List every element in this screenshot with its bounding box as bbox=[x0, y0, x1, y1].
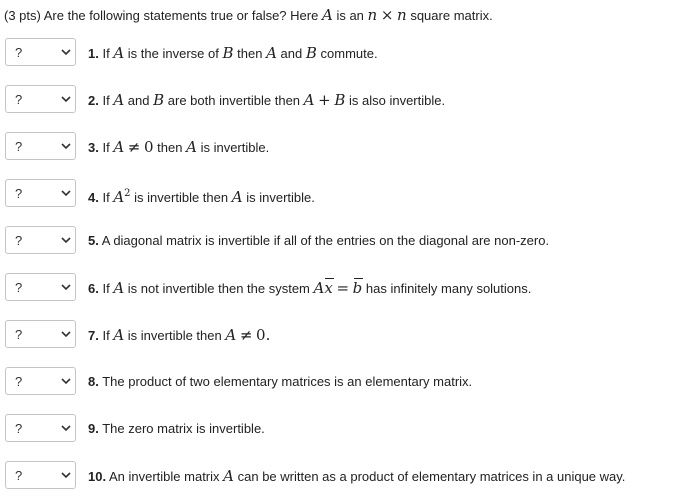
statement-number: 8. bbox=[88, 374, 99, 389]
text: An invertible matrix bbox=[108, 469, 220, 484]
text: The product of two elementary matrices is an elementary matrix. bbox=[102, 374, 473, 389]
math-A: A bbox=[321, 6, 333, 24]
math-A: A bbox=[266, 44, 277, 62]
statement-text-7 bbox=[88, 324, 270, 346]
math-not-equal: ≠ bbox=[127, 138, 141, 156]
math-times: × bbox=[380, 6, 394, 24]
dropdown-value: ? bbox=[15, 421, 23, 436]
statement-number: 5. bbox=[88, 233, 99, 248]
text: is invertible then bbox=[127, 328, 222, 343]
statement-row-6 bbox=[0, 273, 676, 307]
answer-dropdown-3[interactable] bbox=[5, 132, 76, 160]
text: If bbox=[102, 46, 110, 61]
math-B: B bbox=[305, 44, 317, 62]
points-label: (3 pts) bbox=[4, 8, 41, 23]
statement-number: 9. bbox=[88, 421, 99, 436]
dropdown-value: ? bbox=[15, 374, 23, 389]
statement-text-8 bbox=[88, 371, 472, 393]
statement-row-10 bbox=[0, 461, 676, 495]
text: If bbox=[102, 328, 110, 343]
math-B: B bbox=[222, 44, 234, 62]
math-A: A bbox=[113, 138, 125, 156]
math-A: A bbox=[231, 188, 243, 206]
math-vector-x: x bbox=[324, 279, 333, 297]
text: is the inverse of bbox=[127, 46, 219, 61]
text: commute. bbox=[320, 46, 378, 61]
statement-row-3 bbox=[0, 132, 676, 166]
text: then bbox=[237, 46, 263, 61]
statement-text-1 bbox=[88, 42, 378, 64]
text: and bbox=[280, 46, 303, 61]
math-A: A bbox=[113, 188, 125, 206]
text: is not invertible then the system bbox=[127, 281, 310, 296]
answer-dropdown-9[interactable] bbox=[5, 414, 76, 442]
chevron-down-icon bbox=[61, 283, 71, 291]
statement-text-5 bbox=[88, 230, 549, 252]
statement-number: 7. bbox=[88, 328, 99, 343]
dropdown-value: ? bbox=[15, 45, 23, 60]
statement-number: 4. bbox=[88, 190, 99, 205]
dropdown-value: ? bbox=[15, 280, 23, 295]
text: is invertible then bbox=[134, 190, 229, 205]
statement-number: 2. bbox=[88, 93, 99, 108]
answer-dropdown-5[interactable] bbox=[5, 226, 76, 254]
math-B: B bbox=[334, 91, 346, 109]
answer-dropdown-1[interactable] bbox=[5, 38, 76, 66]
text: has infinitely many solutions. bbox=[365, 281, 532, 296]
math-n: n bbox=[397, 6, 407, 24]
text: If bbox=[102, 93, 110, 108]
math-exponent: 2 bbox=[124, 188, 131, 199]
header-text: Are the following statements true or false? Here bbox=[43, 8, 319, 23]
text: If bbox=[102, 190, 110, 205]
answer-dropdown-10[interactable] bbox=[5, 461, 76, 489]
statement-text-3 bbox=[88, 136, 269, 158]
chevron-down-icon bbox=[61, 330, 71, 338]
statement-text-4 bbox=[88, 183, 315, 205]
dropdown-value: ? bbox=[15, 327, 23, 342]
math-A: A bbox=[313, 279, 325, 297]
text: can be written as a product of elementary matrices in a unique way. bbox=[237, 469, 626, 484]
answer-dropdown-6[interactable] bbox=[5, 273, 76, 301]
dropdown-value: ? bbox=[15, 92, 23, 107]
math-A: A bbox=[113, 44, 125, 62]
chevron-down-icon bbox=[61, 471, 71, 479]
dropdown-value: ? bbox=[15, 186, 23, 201]
math-A: A bbox=[225, 326, 237, 344]
statement-number: 3. bbox=[88, 140, 99, 155]
text: is also invertible. bbox=[349, 93, 446, 108]
answer-dropdown-7[interactable] bbox=[5, 320, 76, 348]
math-n: n bbox=[367, 6, 378, 24]
math-plus: + bbox=[318, 91, 331, 109]
chevron-down-icon bbox=[61, 48, 71, 56]
text: The zero matrix is invertible. bbox=[102, 421, 265, 436]
math-A: A bbox=[223, 467, 234, 485]
text: then bbox=[157, 140, 183, 155]
header-text: square matrix. bbox=[410, 8, 493, 23]
statement-number: 10. bbox=[88, 469, 107, 484]
chevron-down-icon bbox=[61, 95, 71, 103]
text: and bbox=[127, 93, 150, 108]
math-zero: 0 bbox=[144, 138, 154, 156]
statement-row-1 bbox=[0, 38, 676, 72]
statement-row-9 bbox=[0, 414, 676, 448]
statement-row-7 bbox=[0, 320, 676, 354]
text: If bbox=[102, 140, 110, 155]
math-not-equal: ≠ bbox=[239, 326, 253, 344]
chevron-down-icon bbox=[61, 377, 71, 385]
statement-row-2 bbox=[0, 85, 676, 119]
statement-row-4 bbox=[0, 179, 676, 213]
answer-dropdown-2[interactable] bbox=[5, 85, 76, 113]
math-A: A bbox=[113, 326, 125, 344]
answer-dropdown-8[interactable] bbox=[5, 367, 76, 395]
question-header bbox=[4, 6, 493, 24]
math-A: A bbox=[186, 138, 197, 156]
chevron-down-icon bbox=[61, 189, 71, 197]
statement-text-2 bbox=[88, 89, 445, 111]
statement-number: 1. bbox=[88, 46, 99, 61]
text: If bbox=[102, 281, 110, 296]
text: A diagonal matrix is invertible if all of the entries on the diagonal are non-zero. bbox=[101, 233, 550, 248]
math-vector-b: b bbox=[352, 279, 363, 297]
text: is invertible. bbox=[200, 140, 270, 155]
math-equals: = bbox=[336, 279, 350, 297]
math-A-squared bbox=[113, 188, 130, 206]
math-zero: 0. bbox=[256, 326, 271, 344]
chevron-down-icon bbox=[61, 142, 71, 150]
math-A: A bbox=[303, 91, 315, 109]
chevron-down-icon bbox=[61, 424, 71, 432]
math-A: A bbox=[113, 279, 125, 297]
dropdown-value: ? bbox=[15, 139, 23, 154]
statement-number: 6. bbox=[88, 281, 99, 296]
statement-text-6 bbox=[88, 277, 531, 299]
header-text: is an bbox=[336, 8, 364, 23]
statement-text-10 bbox=[88, 465, 625, 487]
chevron-down-icon bbox=[61, 236, 71, 244]
dropdown-value: ? bbox=[15, 468, 23, 483]
text: are both invertible then bbox=[167, 93, 301, 108]
statement-row-5 bbox=[0, 226, 676, 260]
statement-row-8 bbox=[0, 367, 676, 401]
math-B: B bbox=[153, 91, 165, 109]
dropdown-value: ? bbox=[15, 233, 23, 248]
answer-dropdown-4[interactable] bbox=[5, 179, 76, 207]
text: is invertible. bbox=[246, 190, 315, 205]
math-A: A bbox=[113, 91, 125, 109]
statement-text-9 bbox=[88, 418, 265, 440]
